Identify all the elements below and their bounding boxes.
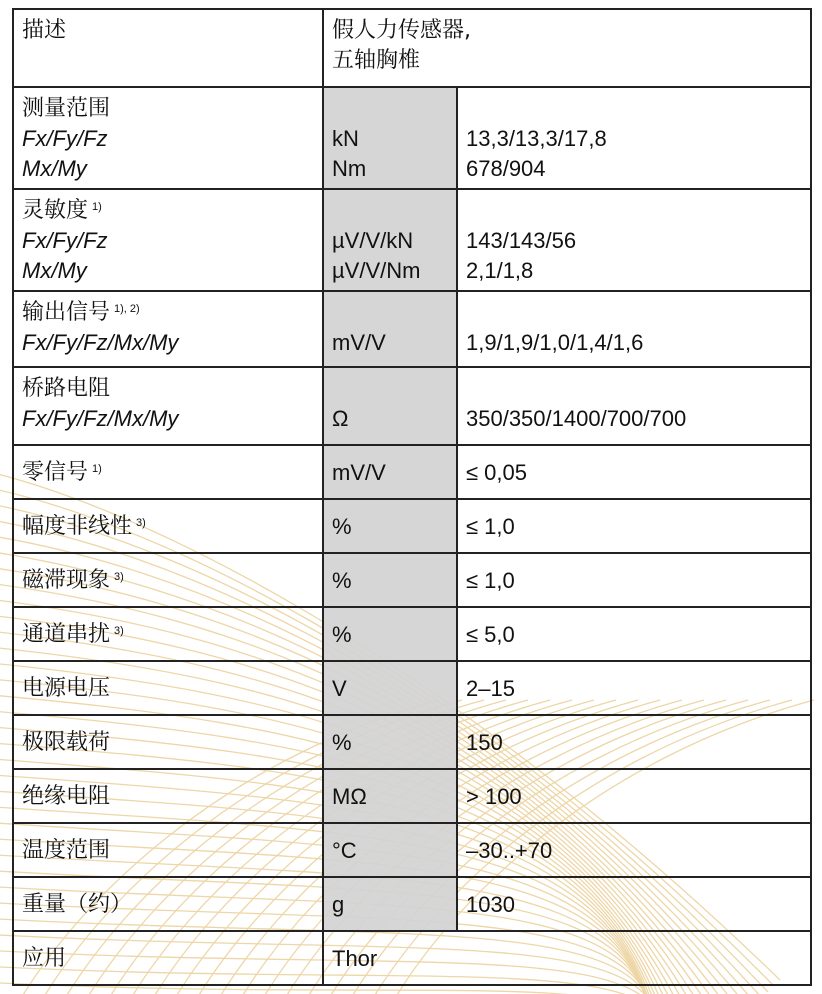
table-row [13,823,811,877]
row-label-cell [13,769,323,823]
unit-cell [323,823,457,877]
row-label-wrap [22,620,314,650]
table-row [13,769,811,823]
row-label: 温度范围 [22,838,111,863]
value-cell [457,823,811,877]
footnote-ref: 1) [92,463,102,475]
row-label-wrap [22,512,314,542]
row-label-cell [13,367,323,445]
row-label-cell [13,715,323,769]
unit-value: °C [332,838,357,863]
spec-value: 13,3/13,3/17,8 [466,126,607,151]
spec-value: 350/350/1400/700/700 [466,406,687,431]
unit-value: µV/V/kN [332,228,414,253]
spec-value: 2–15 [466,676,515,701]
row-label-cell [13,189,323,291]
row-label-cell [13,87,323,189]
spec-value: 678/904 [466,156,546,181]
table-row-sensitivity [13,189,811,291]
row-label-cell [13,499,323,553]
spec-value: 150 [466,730,503,755]
value-cell [457,87,811,189]
unit-value: % [332,568,352,593]
table-row-bridge-resistance [13,367,811,445]
footnote-ref: 3) [114,571,124,583]
unit-cell [323,189,457,291]
footnote-ref: 3) [114,625,124,637]
row-sub: Fx/Fy/Fz/Mx/My [22,330,179,355]
footnote-ref: 3) [136,517,146,529]
row-sub: Mx/My [22,156,87,181]
value-cell [457,367,811,445]
value-cell [457,661,811,715]
value-cell [457,445,811,499]
unit-cell [323,661,457,715]
table-row [13,445,811,499]
value-cell [457,499,811,553]
header-label-cell [13,9,323,87]
footnote-ref: 1), 2) [114,303,140,315]
row-sub: Mx/My [22,258,87,283]
table-row-output-signal [13,291,811,367]
unit-cell [323,715,457,769]
table-row [13,499,811,553]
spec-value: Thor [332,946,378,971]
spec-value: –30..+70 [466,838,553,863]
unit-cell [323,445,457,499]
spec-value: ≤ 1,0 [466,568,515,593]
unit-value: V [332,676,347,701]
row-label-wrap [22,890,314,920]
row-label-wrap [22,196,314,226]
row-label: 重量（约） [22,892,133,917]
row-label-cell [13,877,323,931]
row-label-cell [13,661,323,715]
unit-value: mV/V [332,460,386,485]
unit-cell [323,291,457,367]
spec-value: ≤ 0,05 [466,460,528,485]
row-label-wrap [22,298,314,328]
simple-rows [13,445,811,931]
unit-value: µV/V/Nm [332,258,421,283]
row-label-cell [13,607,323,661]
spec-value: > 100 [466,784,522,809]
unit-value: MΩ [332,784,367,809]
value-cell [323,931,811,985]
row-label-cell [13,445,323,499]
row-label-wrap [22,782,314,812]
header-value-cell [323,9,811,87]
spec-value: ≤ 1,0 [466,514,515,539]
row-label: 零信号 [22,460,89,485]
unit-cell [323,87,457,189]
row-label-wrap [22,674,314,704]
value-cell [457,291,811,367]
row-label: 桥路电阻 [22,376,111,401]
table-row [13,607,811,661]
row-label: 绝缘电阻 [22,784,111,809]
spec-value: ≤ 5,0 [466,622,515,647]
row-sub: Fx/Fy/Fz/Mx/My [22,406,179,431]
row-label: 应用 [22,946,67,971]
unit-value: % [332,730,352,755]
row-label-wrap [22,566,314,596]
spec-value: 1,9/1,9/1,0/1,4/1,6 [466,330,644,355]
table-row [13,877,811,931]
spec-value: 143/143/56 [466,228,577,253]
row-label-cell [13,291,323,367]
unit-cell [323,367,457,445]
unit-cell [323,607,457,661]
spec-value: 2,1/1,8 [466,258,534,283]
unit-cell [323,553,457,607]
value-cell [457,877,811,931]
table-row [13,553,811,607]
row-label: 磁滞现象 [22,568,111,593]
table-row-application [13,931,811,985]
table-row [13,661,811,715]
unit-value: % [332,622,352,647]
row-label-wrap [22,836,314,866]
unit-value: kN [332,126,359,151]
unit-value: g [332,892,345,917]
value-cell [457,715,811,769]
header-row [13,9,811,87]
row-label-cell [13,931,323,985]
row-label-cell [13,823,323,877]
table-row-measuring-range [13,87,811,189]
row-label: 极限载荷 [22,730,111,755]
unit-value: Nm [332,156,367,181]
unit-cell [323,769,457,823]
footnote-ref: 1) [92,201,102,213]
row-sub: Fx/Fy/Fz [22,228,108,253]
row-label-wrap [22,458,314,488]
value-cell [457,189,811,291]
header-value-line1: 假人力传感器, [332,18,471,43]
table-row [13,715,811,769]
row-label: 输出信号 [22,300,111,325]
row-label-cell [13,553,323,607]
unit-cell [323,499,457,553]
header-value-line2: 五轴胸椎 [332,48,421,73]
row-label-wrap [22,728,314,758]
header-label: 描述 [22,18,67,43]
row-sub: Fx/Fy/Fz [22,126,108,151]
unit-value: % [332,514,352,539]
value-cell [457,769,811,823]
row-label: 电源电压 [22,676,111,701]
unit-value: mV/V [332,330,386,355]
value-cell [457,553,811,607]
spec-table [12,8,812,986]
row-label: 幅度非线性 [22,514,133,539]
value-cell [457,607,811,661]
row-label: 测量范围 [22,96,111,121]
row-label: 灵敏度 [22,198,89,223]
unit-value: Ω [332,406,349,431]
unit-cell [323,877,457,931]
spec-value: 1030 [466,892,515,917]
row-label: 通道串扰 [22,622,111,647]
